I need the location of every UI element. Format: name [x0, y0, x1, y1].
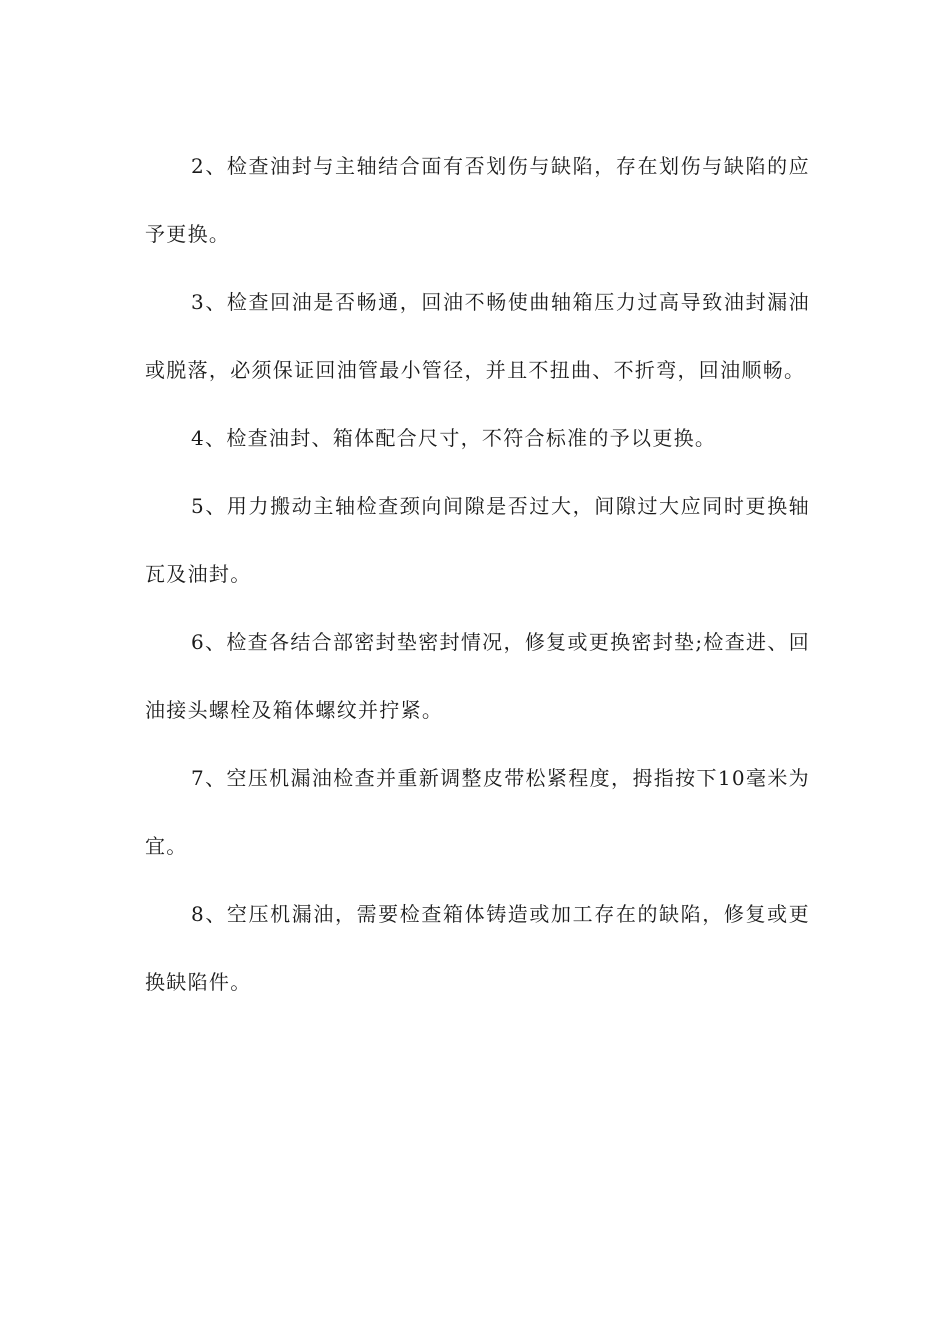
paragraph-item-8: 8、空压机漏油，需要检查箱体铸造或加工存在的缺陷，修复或更换缺陷件。: [145, 902, 810, 994]
paragraph-item-6: 6、检查各结合部密封垫密封情况，修复或更换密封垫;检查进、回油接头螺栓及箱体螺纹并拧紧。: [145, 630, 810, 722]
paragraph-item-3: 3、检查回油是否畅通，回油不畅使曲轴箱压力过高导致油封漏油或脱落，必须保证回油管最小管径，并且不扭曲、不折弯，回油顺畅。: [145, 290, 810, 382]
paragraph-item-7: 7、空压机漏油检查并重新调整皮带松紧程度，拇指按下10毫米为宜。: [145, 766, 810, 858]
paragraph-item-2: 2、检查油封与主轴结合面有否划伤与缺陷，存在划伤与缺陷的应予更换。: [145, 154, 810, 246]
paragraph-item-5: 5、用力搬动主轴检查颈向间隙是否过大，间隙过大应同时更换轴瓦及油封。: [145, 494, 810, 586]
document-body: [145, 132, 810, 1016]
paragraph-item-4: 4、检查油封、箱体配合尺寸，不符合标准的予以更换。: [191, 426, 717, 450]
